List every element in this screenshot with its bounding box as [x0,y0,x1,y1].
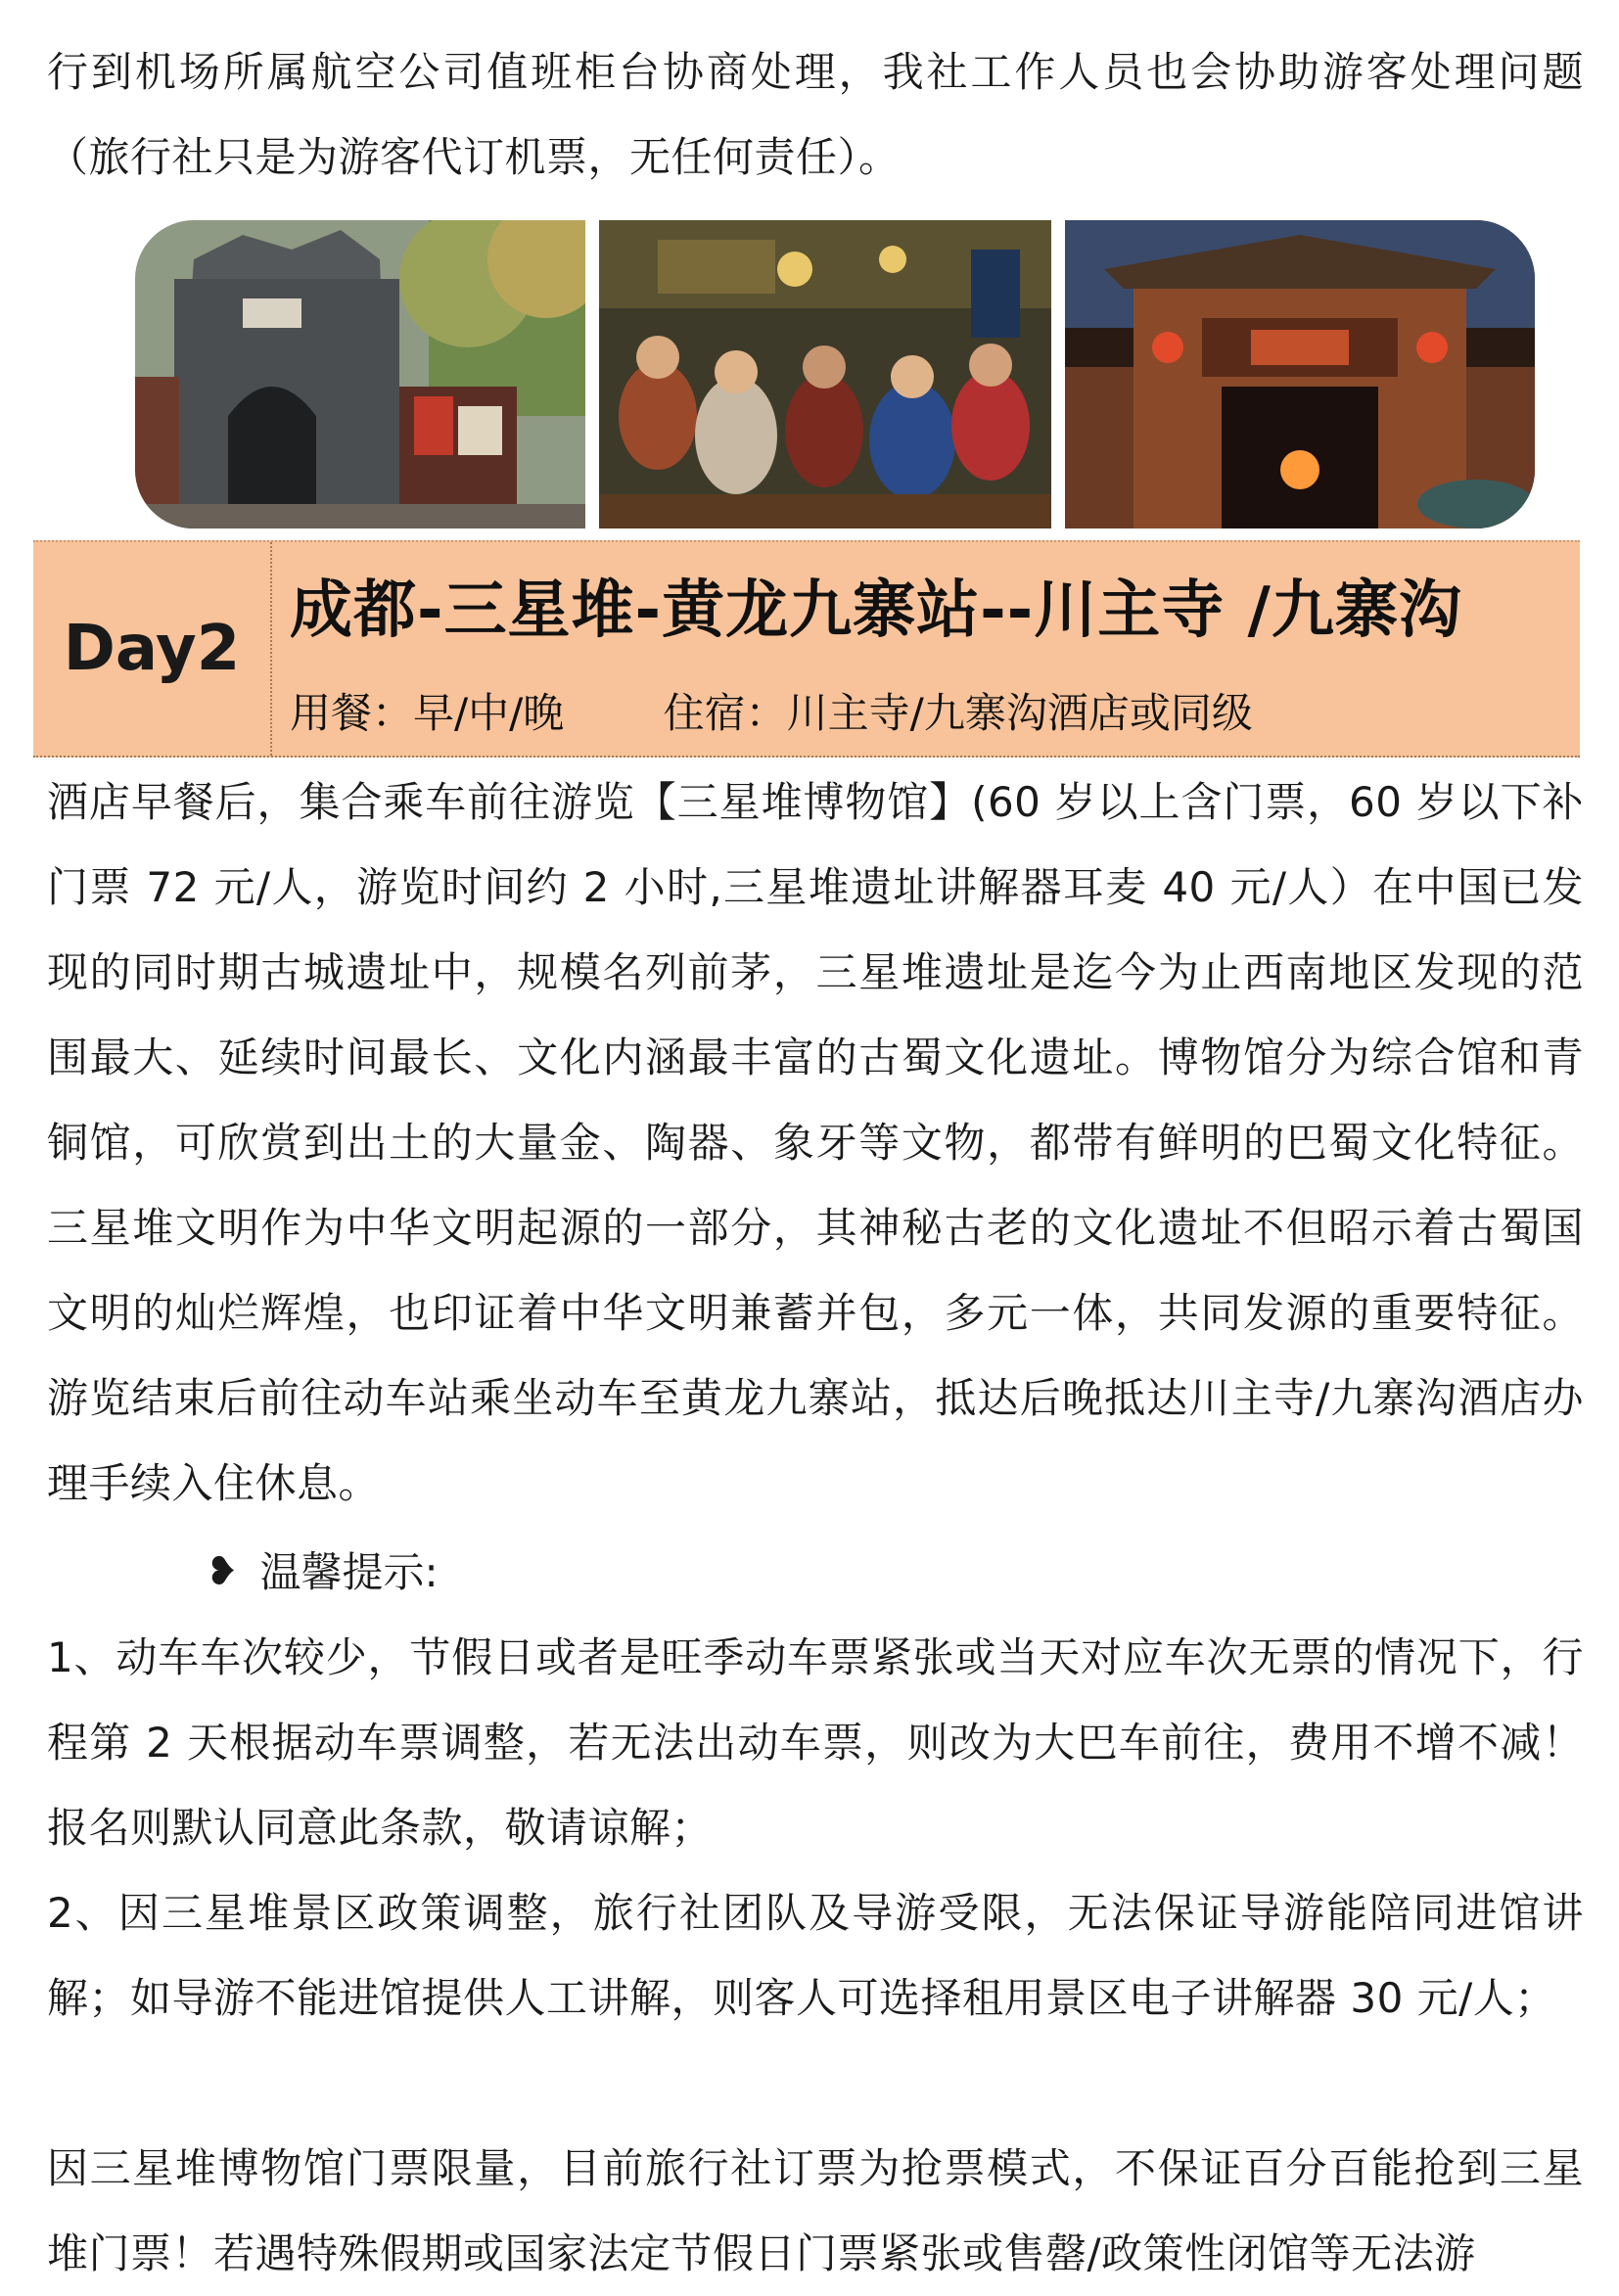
meals-info: 用餐：早/中/晚 [290,689,565,737]
tips-heading-text: 温馨提示: [259,1548,439,1596]
photo-strip [135,220,1535,528]
intro-paragraph: 行到机场所属航空公司值班柜台协商处理，我社工作人员也会协助游客处理问题（旅行社只是为游客代订机票，无任何责任）。 [47,48,1584,181]
bullet-icon: ❥ [206,1549,239,1594]
tips-heading [206,1530,439,1615]
day-meta [290,681,1253,740]
lantern-courtyard-photo [1065,220,1535,528]
day-description: 酒店早餐后，集合乘车前往游览【三星堆博物馆】(60 岁以上含门票，60 岁以下补门票 72 元/人，游览时间约 2 小时,三星堆遗址讲解器耳麦 40 元/人）在中国已发现的同时期古城遗址中，规模名列前茅，三星堆遗址是迄今为止西南地区发现的范围最大、延续时间最长、文化内涵最丰富的古蜀文化遗址。博物馆分为综合馆和青铜馆，可欣赏到出土的大量金、陶器、象牙等文物，都带有鲜明的巴蜀文化特征。三星堆文明作为中华文明起源的一部分，其神秘古老的文化遗址不但昭示着古蜀国文明的灿烂辉煌，也印证着中华文明兼蓄并包，多元一体，共同发源的重要特征。游览结束后前往动车站乘坐动车至黄龙九寨站，抵达后晚抵达川主寺/九寨沟酒店办理手续入住休息。 [47,778,1584,1507]
lodging-info: 住宿：川主寺/九寨沟酒店或同级 [663,689,1253,737]
tip-note: 1、动车车次较少，节假日或者是旺季动车票紧张或当天对应车次无票的情况下，行程第 2 天根据动车票调整，若无法出动车票，则改为大巴车前往，费用不增不减！报名则默认同意此条款，敬请谅解； [47,1633,1584,1852]
teahouse-crowd-photo [599,220,1051,528]
ancient-gate-photo [135,220,585,528]
day-title: 成都-三星堆-黄龙九寨站--川主寺 /九寨沟 [290,574,1462,647]
tip-note: 因三星堆博物馆门票限量，目前旅行社订票为抢票模式，不保证百分百能抢到三星堆门票！若遇特殊假期或国家法定节假日门票紧张或售罄/政策性闭馆等无法游 [47,2144,1584,2277]
day-header [33,540,1580,758]
tip-note: 2、因三星堆景区政策调整，旅行社团队及导游受限，无法保证导游能陪同进馆讲解；如导游不能进馆提供人工讲解，则客人可选择租用景区电子讲解器 30 元/人； [47,1889,1584,2022]
day-label: Day2 [33,542,272,756]
